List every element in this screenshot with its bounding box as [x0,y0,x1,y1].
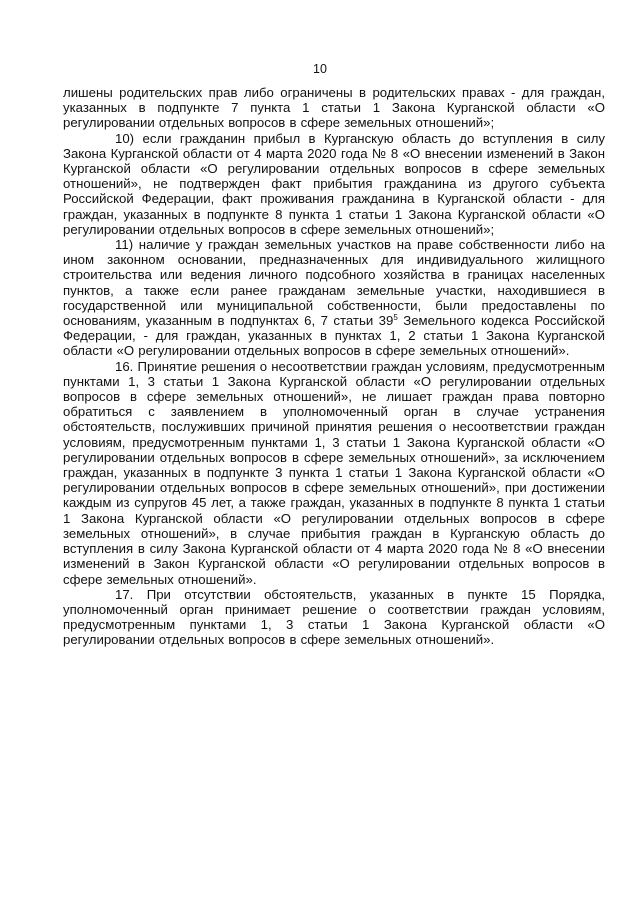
paragraph-item-11-text: 11) наличие у граждан земельных участков на праве собственности либо на ином законном основании, предназначенных для индивидуального жилищного строительства или ведения личного подсобного хозяйства в границах населенных пунктов, а также если ранее гражданам земельные участки, находившиеся в государственной или муниципальной собственности, были предоставлены по основаниям, указанным в подпунктах 6, 7 статьи 39 [63,237,605,329]
paragraph-section-16: 16. Принятие решения о несоответствии граждан условиям, предусмотренным пунктами 1, 3 статьи 1 Закона Курганской области «О регулировании отдельных вопросов в сфере земельных отношений», не лишает граждан права повторно обратиться с заявлением в уполномоченный орган в случае устранения обстоятельств, послуживших причиной принятия решения о несоответствии граждан условиям, предусмотренным пунктами 1, 3 статьи 1 Закона Курганской области «О регулировании отдельных вопросов в сфере земельных отношений», за исключением граждан, указанных в подпункте 3 пункта 1 статьи 1 Закона Курганской области «О регулировании отдельных вопросов в сфере земельных отношений», при достижении каждым из супругов 45 лет, а также граждан, указанных в подпункте 8 пункта 1 статьи 1 Закона Курганской области «О регулировании отдельных вопросов в сфере земельных отношений», в случае прибытия граждан в Курганскую область до вступления в силу Закона Курганской области от 4 марта 2020 года № 8 «О внесении изменений в Закон Курганской области «О регулировании отдельных вопросов в сфере земельных отношений». [63,358,605,587]
paragraph-continuation: лишены родительских прав либо ограничены в родительских правах - для граждан, указанных в подпункте 7 пункта 1 статьи 1 Закона Курганской области «О регулировании отдельных вопросов в сфере земельных отношений»; [63,85,605,131]
document-body [63,85,605,648]
article-superscript: 5 [393,313,398,323]
page-number: 10 [313,62,327,76]
paragraph-section-17: 17. При отсутствии обстоятельств, указанных в пункте 15 Порядка, уполномоченный орган принимает решение о соответствии граждан условиям, предусмотренным пунктами 1, 3 статьи 1 Закона Курганской области «О регулировании отдельных вопросов в сфере земельных отношений». [63,586,605,648]
paragraph-item-11 [63,237,605,359]
paragraph-item-10: 10) если гражданин прибыл в Курганскую область до вступления в силу Закона Курганской области от 4 марта 2020 года № 8 «О внесении изменений в Закон Курганской области «О регулировании отдельных вопросов в сфере земельных отношений», не подтвержден факт прибытия гражданина из другого субъекта Российской Федерации, факт проживания гражданина в Курганской области - для граждан, указанных в подпункте 8 пункта 1 статьи 1 Закона Курганской области «О регулировании отдельных вопросов в сфере земельных отношений»; [63,130,605,237]
paragraph-item-11-text-end: Земельного кодекса Российской Федерации, - для граждан, указанных в пунктах 1, 2 статьи 1 Закона Курганской области «О регулировании отдельных вопросов в сфере земельных отношений». [63,313,606,359]
